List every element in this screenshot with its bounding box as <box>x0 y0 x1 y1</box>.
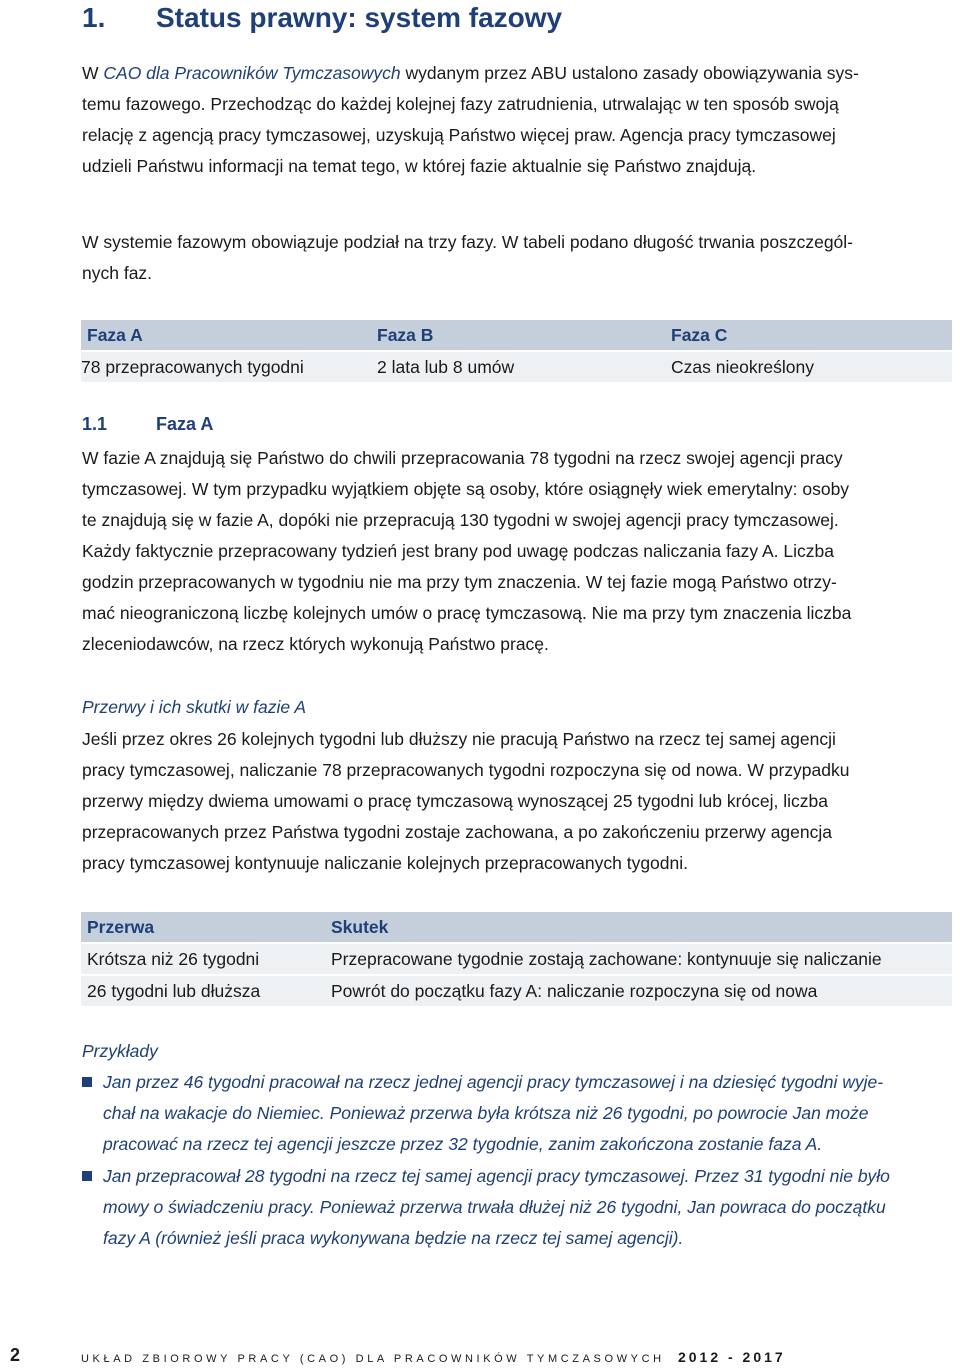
page-footer <box>0 1344 960 1369</box>
example-line: Jan przepracował 28 tygodni na rzecz tej samej agencji pracy tymczasowej. Przez 31 tygodni nie było <box>103 1166 890 1186</box>
section-title: Faza A <box>156 414 214 434</box>
footer-title <box>81 1349 786 1365</box>
example-line: chał na wakacje do Niemiec. Ponieważ przerwa była krótsza niż 26 tygodni, po powrocie Jan może <box>103 1103 869 1123</box>
footer-years: 2012 - 2017 <box>677 1349 786 1365</box>
phases-header-cell: Faza C <box>671 325 728 345</box>
example-item <box>82 1161 942 1254</box>
examples-subheading: Przykłady <box>82 1041 158 1061</box>
phases-cell: 78 przepracowanych tygodni <box>81 357 304 377</box>
breaks-table <box>81 912 952 1006</box>
heading-title: Status prawny: system fazowy <box>156 2 563 33</box>
faza-a-line: zleceniodawców, na rzecz których wykonują Państwo pracę. <box>82 634 549 654</box>
breaks-line: pracy tymczasowej kontynuuje naliczanie kolejnych przepracowanych tygodni. <box>82 853 689 873</box>
page-number: 2 <box>10 1345 21 1365</box>
intro-line: udzieli Państwu informacji na temat tego, w której fazie aktualnie się Państwo znajdują. <box>82 156 757 176</box>
square-bullet-icon <box>82 1077 92 1087</box>
phases-table <box>81 320 952 382</box>
breaks-cell: Przepracowane tygodnie zostają zachowane: kontynuuje się naliczanie <box>331 949 882 969</box>
intro-paragraph <box>82 58 942 182</box>
system-paragraph <box>82 227 942 289</box>
example-item <box>82 1067 942 1160</box>
breaks-line: pracy tymczasowej, naliczanie 78 przepracowanych tygodni rozpoczyna się od nowa. W przypadku <box>82 760 850 780</box>
example-line: Jan przez 46 tygodni pracował na rzecz jednej agencji pracy tymczasowej i na dziesięć tygodni wyje- <box>103 1072 884 1092</box>
breaks-line: przerwy między dwiema umowami o pracę tymczasową wynoszącej 25 tygodni lub krócej, liczba <box>82 791 828 811</box>
breaks-header-cell: Skutek <box>331 917 389 937</box>
breaks-table-row <box>81 944 952 974</box>
breaks-subheading: Przerwy i ich skutki w fazie A <box>82 697 306 717</box>
section-heading <box>82 414 213 435</box>
example-line: pracować na rzecz tej agencji jeszcze przez 32 tygodnie, zanim zakończona zostanie faza A. <box>103 1134 823 1154</box>
page-heading <box>82 2 562 34</box>
phases-table-row <box>81 352 952 382</box>
breaks-paragraph <box>82 724 942 879</box>
faza-a-line: tymczasowej. W tym przypadku wyjątkiem objęte są osoby, które osiągnęły wiek emerytalny: osoby <box>82 479 850 499</box>
square-bullet-icon <box>82 1171 92 1181</box>
intro-line: temu fazowego. Przechodząc do każdej kolejnej fazy zatrudnienia, utrwalając w ten sposób swoją <box>82 94 839 114</box>
breaks-cell: Krótsza niż 26 tygodni <box>87 949 260 969</box>
intro-line: relację z agencją pracy tymczasowej, uzyskują Państwo więcej praw. Agencja pracy tymczasowej <box>82 125 836 145</box>
breaks-table-row <box>81 976 952 1006</box>
breaks-cell: Powrót do początku fazy A: naliczanie rozpoczyna się od nowa <box>331 981 818 1001</box>
example-line: fazy A (również jeśli praca wykonywana będzie na rzecz tej samej agencji). <box>103 1228 684 1248</box>
faza-a-line: Każdy faktycznie przepracowany tydzień jest brany pod uwagę podczas naliczania fazy A. Liczba <box>82 541 834 561</box>
faza-a-line: godzin przepracowanych w tygodniu nie ma przy tym znaczenia. W tej fazie mogą Państwo otrzy- <box>82 572 837 592</box>
section-number: 1.1 <box>82 414 108 434</box>
phases-cell: Czas nieokreślony <box>671 357 814 377</box>
intro-line: W CAO dla Pracowników Tymczasowych wydanym przez ABU ustalono zasady obowiązywania sys- <box>82 63 859 83</box>
heading-number: 1. <box>82 2 106 33</box>
phases-cell: 2 lata lub 8 umów <box>377 357 515 377</box>
breaks-line: przepracowanych przez Państwa tygodni zostaje zachowana, a po zakończeniu przerwy agencja <box>82 822 833 842</box>
faza-a-paragraph <box>82 443 942 660</box>
breaks-line: Jeśli przez okres 26 kolejnych tygodni lub dłuższy nie pracują Państwo na rzecz tej samej agencji <box>82 729 836 749</box>
phases-table-header <box>81 320 952 350</box>
system-line: nych faz. <box>82 263 153 283</box>
breaks-table-header <box>81 912 952 942</box>
breaks-cell: 26 tygodni lub dłuższa <box>87 981 261 1001</box>
phases-header-cell: Faza A <box>87 325 143 345</box>
faza-a-line: W fazie A znajdują się Państwo do chwili przepracowania 78 tygodni na rzecz swojej agencji pracy <box>82 448 843 468</box>
faza-a-line: te znajdują się w fazie A, dopóki nie przepracują 130 tygodni w swojej agencji pracy tymczasowej. <box>82 510 839 530</box>
breaks-header-cell: Przerwa <box>87 917 155 937</box>
phases-header-cell: Faza B <box>377 325 434 345</box>
example-line: mowy o świadczeniu pracy. Ponieważ przerwa trwała dłużej niż 26 tygodni, Jan powraca do początku <box>103 1197 886 1217</box>
system-line: W systemie fazowym obowiązuje podział na trzy fazy. W tabeli podano długość trwania poszczegól- <box>82 232 853 252</box>
faza-a-line: mać nieograniczoną liczbę kolejnych umów o pracę tymczasową. Nie ma przy tym znaczenia liczba <box>82 603 852 623</box>
footer-text: UKŁAD ZBIOROWY PRACY (CAO) DLA PRACOWNIKÓW TYMCZASOWYCH <box>81 1353 665 1365</box>
